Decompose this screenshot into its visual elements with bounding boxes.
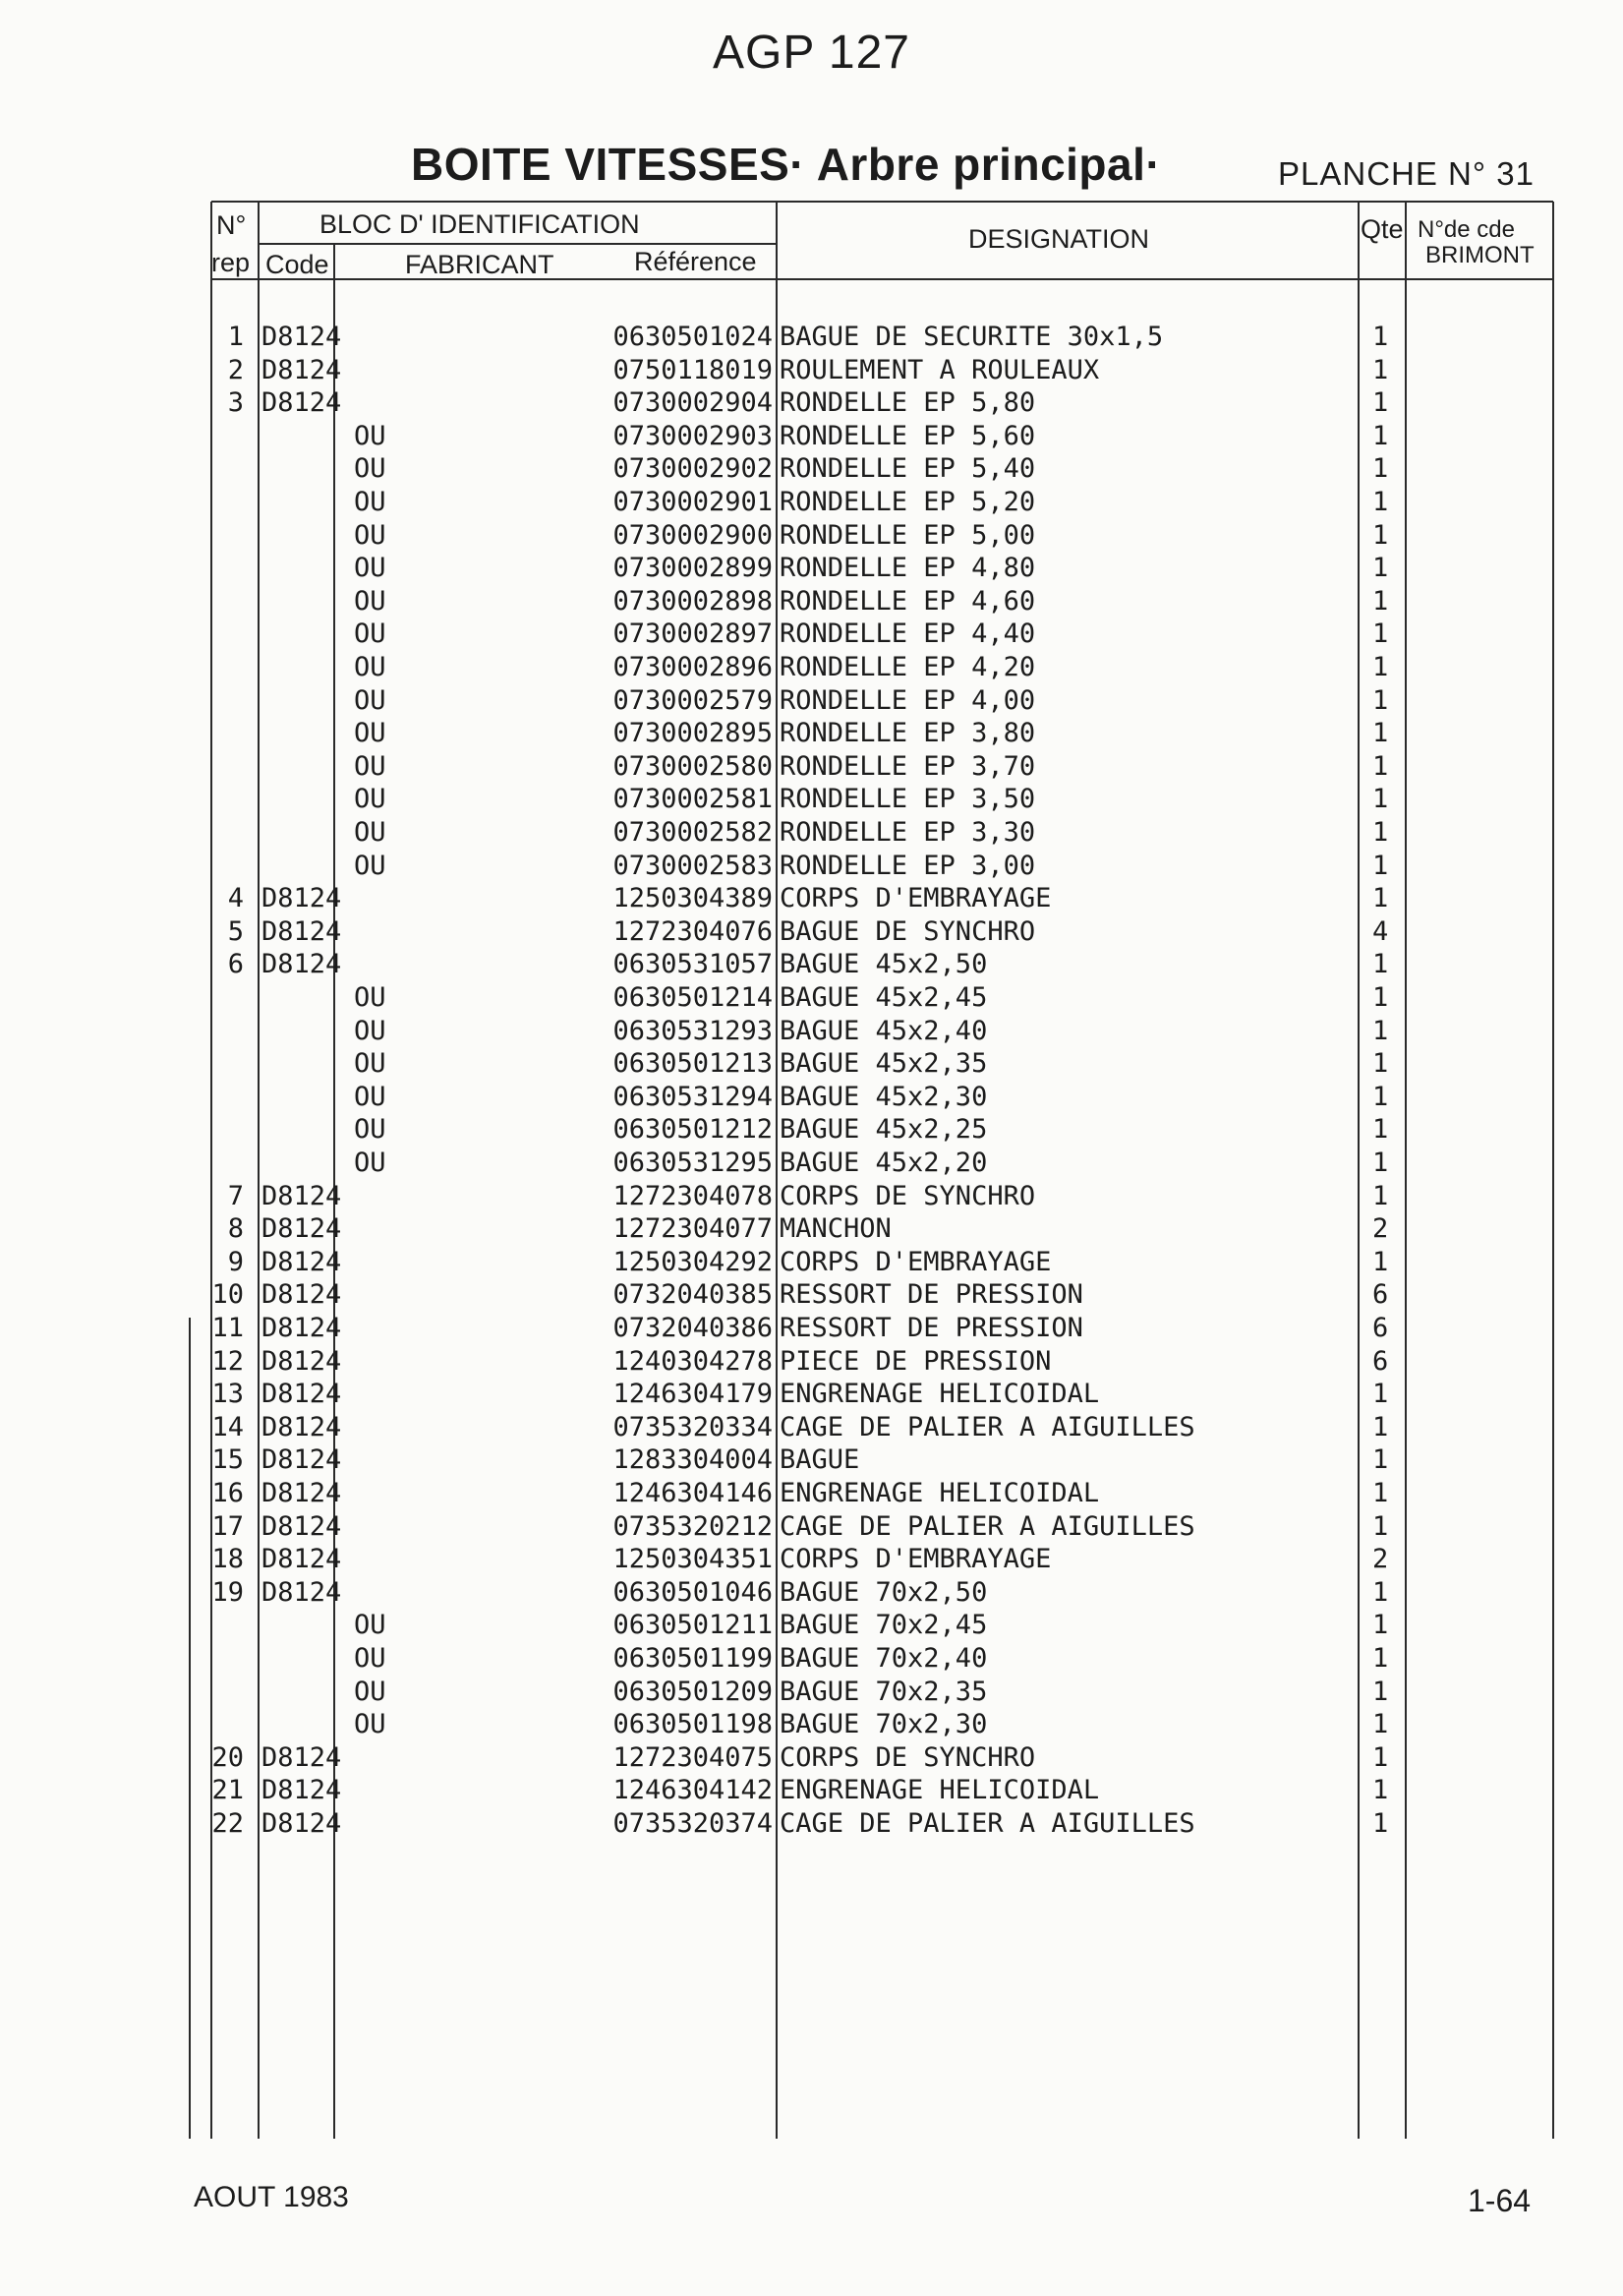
row-reference: 1272304077 <box>612 1213 773 1245</box>
row-designation: RONDELLE EP 5,20 <box>780 487 1036 517</box>
row-rep: 8 <box>227 1213 244 1245</box>
row-reference: 0730002581 <box>612 784 773 815</box>
row-designation: RONDELLE EP 4,20 <box>780 652 1036 682</box>
row-designation: RONDELLE EP 4,80 <box>780 553 1036 584</box>
row-designation: RESSORT DE PRESSION <box>780 1279 1083 1311</box>
row-designation: BAGUE 70x2,30 <box>780 1709 988 1740</box>
row-reference: 1272304078 <box>612 1180 773 1211</box>
row-designation: BAGUE 45x2,45 <box>780 982 988 1013</box>
row-designation: CORPS DE SYNCHRO <box>780 1180 1036 1211</box>
header-fabricant: FABRICANT <box>405 250 554 279</box>
row-designation: RONDELLE EP 4,40 <box>780 618 1036 650</box>
row-qte: 1 <box>1372 1048 1389 1080</box>
row-qte: 1 <box>1372 1643 1389 1674</box>
row-qte: 1 <box>1372 1411 1389 1442</box>
row-reference: 1283304004 <box>612 1444 773 1476</box>
row-designation: BAGUE DE SYNCHRO <box>780 915 1036 947</box>
header-bloc-identification: BLOC D' IDENTIFICATION <box>319 209 640 239</box>
document-title: BOITE VITESSES· Arbre principal· <box>411 139 1162 190</box>
row-fabricant: OU <box>354 453 386 485</box>
row-code: D8124 <box>261 354 342 385</box>
row-rep: 1 <box>227 322 244 352</box>
row-qte: 1 <box>1372 1114 1389 1146</box>
row-fabricant: OU <box>354 817 386 848</box>
row-reference: 1246304142 <box>612 1775 773 1806</box>
row-rep: 11 <box>211 1313 244 1343</box>
row-qte: 2 <box>1372 1213 1389 1245</box>
row-fabricant: OU <box>354 585 386 617</box>
row-code: D8124 <box>261 387 342 419</box>
row-reference: 0730002901 <box>612 487 773 517</box>
row-fabricant: OU <box>354 1081 386 1112</box>
header-qte: Qte <box>1361 214 1404 244</box>
row-designation: RONDELLE EP 5,40 <box>780 453 1036 485</box>
row-code: D8124 <box>261 1213 342 1245</box>
row-designation: CORPS D'EMBRAYAGE <box>780 1544 1052 1575</box>
row-qte: 1 <box>1372 784 1389 815</box>
row-reference: 1272304076 <box>612 915 773 947</box>
row-designation: RONDELLE EP 3,50 <box>780 784 1036 815</box>
header-rep-line2: rep <box>211 248 251 277</box>
row-code: D8124 <box>261 1775 342 1806</box>
row-qte: 1 <box>1372 652 1389 682</box>
row-designation: RONDELLE EP 3,30 <box>780 817 1036 848</box>
header-rep-line1: N° <box>216 210 247 240</box>
row-reference: 0735320212 <box>612 1510 773 1542</box>
row-qte: 1 <box>1372 949 1389 980</box>
row-rep: 5 <box>227 915 244 947</box>
row-qte: 1 <box>1372 322 1389 352</box>
row-qte: 1 <box>1372 718 1389 749</box>
row-reference: 0730002898 <box>612 585 773 617</box>
row-fabricant: OU <box>354 487 386 517</box>
row-reference: 0730002903 <box>612 420 773 451</box>
row-designation: CAGE DE PALIER A AIGUILLES <box>780 1510 1195 1542</box>
row-qte: 1 <box>1372 1246 1389 1277</box>
row-code: D8124 <box>261 1544 342 1575</box>
row-qte: 1 <box>1372 1775 1389 1806</box>
row-code: D8124 <box>261 1246 342 1277</box>
row-qte: 2 <box>1372 1544 1389 1575</box>
footer-page-number: 1-64 <box>1468 2183 1532 2218</box>
row-qte: 1 <box>1372 1510 1389 1542</box>
row-qte: 1 <box>1372 1148 1389 1178</box>
row-qte: 1 <box>1372 618 1389 650</box>
row-code: D8124 <box>261 1411 342 1442</box>
row-designation: ROULEMENT A ROULEAUX <box>780 354 1100 385</box>
row-qte: 1 <box>1372 585 1389 617</box>
row-code: D8124 <box>261 949 342 980</box>
row-code: D8124 <box>261 1279 342 1311</box>
row-fabricant: OU <box>354 684 386 716</box>
row-designation: BAGUE 70x2,45 <box>780 1610 988 1641</box>
row-qte: 1 <box>1372 1015 1389 1046</box>
row-code: D8124 <box>261 1345 342 1377</box>
row-code: D8124 <box>261 1478 342 1508</box>
row-reference: 0630501024 <box>612 322 773 352</box>
row-designation: RONDELLE EP 4,00 <box>780 684 1036 716</box>
row-fabricant: OU <box>354 652 386 682</box>
row-code: D8124 <box>261 1510 342 1542</box>
row-qte: 1 <box>1372 1741 1389 1773</box>
row-designation: RONDELLE EP 5,00 <box>780 519 1036 551</box>
footer-date: AOUT 1983 <box>194 2181 349 2213</box>
row-qte: 1 <box>1372 1180 1389 1211</box>
row-rep: 7 <box>227 1180 244 1211</box>
row-rep: 15 <box>211 1444 244 1476</box>
row-rep: 14 <box>211 1411 244 1442</box>
header-designation: DESIGNATION <box>968 224 1150 254</box>
row-reference: 1246304179 <box>612 1379 773 1410</box>
row-reference: 0730002583 <box>612 850 773 881</box>
row-designation: BAGUE <box>780 1444 860 1476</box>
row-fabricant: OU <box>354 1114 386 1146</box>
row-qte: 1 <box>1372 387 1389 419</box>
row-qte: 1 <box>1372 354 1389 385</box>
row-designation: RONDELLE EP 5,80 <box>780 387 1036 419</box>
row-rep: 10 <box>211 1279 244 1311</box>
row-reference: 0630501214 <box>612 982 773 1013</box>
row-qte: 1 <box>1372 519 1389 551</box>
row-qte: 1 <box>1372 1676 1389 1707</box>
row-qte: 1 <box>1372 1478 1389 1508</box>
row-reference: 0730002899 <box>612 553 773 584</box>
row-fabricant: OU <box>354 1048 386 1080</box>
row-reference: 0630501209 <box>612 1676 773 1707</box>
row-designation: BAGUE 45x2,40 <box>780 1015 988 1046</box>
row-rep: 19 <box>211 1576 244 1608</box>
row-reference: 0630531295 <box>612 1148 773 1178</box>
row-designation: BAGUE 70x2,40 <box>780 1643 988 1674</box>
row-reference: 0630531293 <box>612 1015 773 1046</box>
row-designation: CORPS DE SYNCHRO <box>780 1741 1036 1773</box>
row-designation: RONDELLE EP 4,60 <box>780 585 1036 617</box>
row-reference: 0730002896 <box>612 652 773 682</box>
row-qte: 4 <box>1372 915 1389 947</box>
row-fabricant: OU <box>354 1643 386 1674</box>
row-reference: 1240304278 <box>612 1345 773 1377</box>
row-rep: 17 <box>211 1510 244 1542</box>
row-reference: 0730002579 <box>612 684 773 716</box>
row-reference: 0630501046 <box>612 1576 773 1608</box>
row-rep: 21 <box>211 1775 244 1806</box>
row-qte: 1 <box>1372 1444 1389 1476</box>
row-code: D8124 <box>261 883 342 914</box>
row-fabricant: OU <box>354 1610 386 1641</box>
row-rep: 22 <box>211 1808 244 1839</box>
row-fabricant: OU <box>354 519 386 551</box>
row-designation: ENGRENAGE HELICOIDAL <box>780 1775 1100 1806</box>
row-code: D8124 <box>261 322 342 352</box>
row-reference: 1250304389 <box>612 883 773 914</box>
row-reference: 0730002895 <box>612 718 773 749</box>
row-reference: 0630501198 <box>612 1709 773 1740</box>
row-reference: 0750118019 <box>612 354 773 385</box>
row-qte: 1 <box>1372 553 1389 584</box>
row-reference: 0630501211 <box>612 1610 773 1641</box>
row-reference: 0735320334 <box>612 1411 773 1442</box>
row-qte: 1 <box>1372 1808 1389 1839</box>
row-code: D8124 <box>261 1576 342 1608</box>
row-designation: CAGE DE PALIER A AIGUILLES <box>780 1411 1195 1442</box>
row-rep: 12 <box>211 1345 244 1377</box>
header-reference: Référence <box>634 247 757 276</box>
row-qte: 1 <box>1372 817 1389 848</box>
row-designation: BAGUE 70x2,35 <box>780 1676 988 1707</box>
row-qte: 1 <box>1372 750 1389 782</box>
row-rep: 16 <box>211 1478 244 1508</box>
row-qte: 1 <box>1372 1576 1389 1608</box>
row-qte: 6 <box>1372 1345 1389 1377</box>
row-reference: 0730002580 <box>612 750 773 782</box>
row-qte: 6 <box>1372 1313 1389 1343</box>
row-reference: 0630501213 <box>612 1048 773 1080</box>
row-qte: 1 <box>1372 850 1389 881</box>
row-rep: 18 <box>211 1544 244 1575</box>
header-brimont-line1: N°de cde <box>1418 216 1515 243</box>
row-designation: RONDELLE EP 3,70 <box>780 750 1036 782</box>
row-rep: 13 <box>211 1379 244 1410</box>
row-qte: 1 <box>1372 1610 1389 1641</box>
row-designation: BAGUE 45x2,50 <box>780 949 988 980</box>
row-qte: 1 <box>1372 1081 1389 1112</box>
row-designation: BAGUE 45x2,20 <box>780 1148 988 1178</box>
row-rep: 9 <box>227 1246 244 1277</box>
row-designation: BAGUE 45x2,35 <box>780 1048 988 1080</box>
row-designation: BAGUE DE SECURITE 30x1,5 <box>780 322 1164 352</box>
row-fabricant: OU <box>354 1676 386 1707</box>
row-reference: 1250304351 <box>612 1544 773 1575</box>
row-code: D8124 <box>261 1808 342 1839</box>
row-qte: 1 <box>1372 982 1389 1013</box>
row-designation: CAGE DE PALIER A AIGUILLES <box>780 1808 1195 1839</box>
row-fabricant: OU <box>354 420 386 451</box>
row-fabricant: OU <box>354 553 386 584</box>
row-code: D8124 <box>261 915 342 947</box>
row-designation: CORPS D'EMBRAYAGE <box>780 883 1052 914</box>
row-qte: 1 <box>1372 1709 1389 1740</box>
row-fabricant: OU <box>354 982 386 1013</box>
header-brimont-line2: BRIMONT <box>1425 242 1535 268</box>
row-reference: 0730002904 <box>612 387 773 419</box>
row-designation: BAGUE 45x2,25 <box>780 1114 988 1146</box>
row-qte: 1 <box>1372 420 1389 451</box>
row-qte: 1 <box>1372 487 1389 517</box>
row-qte: 1 <box>1372 684 1389 716</box>
row-fabricant: OU <box>354 618 386 650</box>
row-fabricant: OU <box>354 718 386 749</box>
planche-number: PLANCHE N° 31 <box>1278 155 1535 192</box>
row-fabricant: OU <box>354 1709 386 1740</box>
row-code: D8124 <box>261 1444 342 1476</box>
row-qte: 1 <box>1372 883 1389 914</box>
document-code: AGP 127 <box>713 27 910 79</box>
row-designation: ENGRENAGE HELICOIDAL <box>780 1379 1100 1410</box>
row-code: D8124 <box>261 1379 342 1410</box>
row-designation: BAGUE 70x2,50 <box>780 1576 988 1608</box>
row-rep: 2 <box>227 354 244 385</box>
row-designation: RONDELLE EP 5,60 <box>780 420 1036 451</box>
row-designation: RONDELLE EP 3,00 <box>780 850 1036 881</box>
row-reference: 0630531057 <box>612 949 773 980</box>
row-fabricant: OU <box>354 850 386 881</box>
row-rep: 3 <box>227 387 244 419</box>
row-rep: 6 <box>227 949 244 980</box>
row-reference: 0730002897 <box>612 618 773 650</box>
row-reference: 0630531294 <box>612 1081 773 1112</box>
row-qte: 1 <box>1372 1379 1389 1410</box>
row-reference: 0732040386 <box>612 1313 773 1343</box>
row-code: D8124 <box>261 1313 342 1343</box>
row-fabricant: OU <box>354 1148 386 1178</box>
row-reference: 0730002900 <box>612 519 773 551</box>
row-reference: 1246304146 <box>612 1478 773 1508</box>
row-rep: 20 <box>211 1741 244 1773</box>
row-designation: ENGRENAGE HELICOIDAL <box>780 1478 1100 1508</box>
header-code: Code <box>265 250 329 279</box>
row-designation: BAGUE 45x2,30 <box>780 1081 988 1112</box>
row-designation: MANCHON <box>780 1213 892 1245</box>
row-qte: 1 <box>1372 453 1389 485</box>
row-fabricant: OU <box>354 784 386 815</box>
row-code: D8124 <box>261 1180 342 1211</box>
row-reference: 1272304075 <box>612 1741 773 1773</box>
row-designation: RONDELLE EP 3,80 <box>780 718 1036 749</box>
row-reference: 0730002902 <box>612 453 773 485</box>
row-code: D8124 <box>261 1741 342 1773</box>
row-reference: 1250304292 <box>612 1246 773 1277</box>
row-rep: 4 <box>227 883 244 914</box>
row-reference: 0730002582 <box>612 817 773 848</box>
row-reference: 0630501212 <box>612 1114 773 1146</box>
row-reference: 0732040385 <box>612 1279 773 1311</box>
row-designation: CORPS D'EMBRAYAGE <box>780 1246 1052 1277</box>
row-designation: RESSORT DE PRESSION <box>780 1313 1083 1343</box>
row-fabricant: OU <box>354 1015 386 1046</box>
row-reference: 0735320374 <box>612 1808 773 1839</box>
row-fabricant: OU <box>354 750 386 782</box>
row-qte: 6 <box>1372 1279 1389 1311</box>
row-reference: 0630501199 <box>612 1643 773 1674</box>
row-designation: PIECE DE PRESSION <box>780 1345 1052 1377</box>
